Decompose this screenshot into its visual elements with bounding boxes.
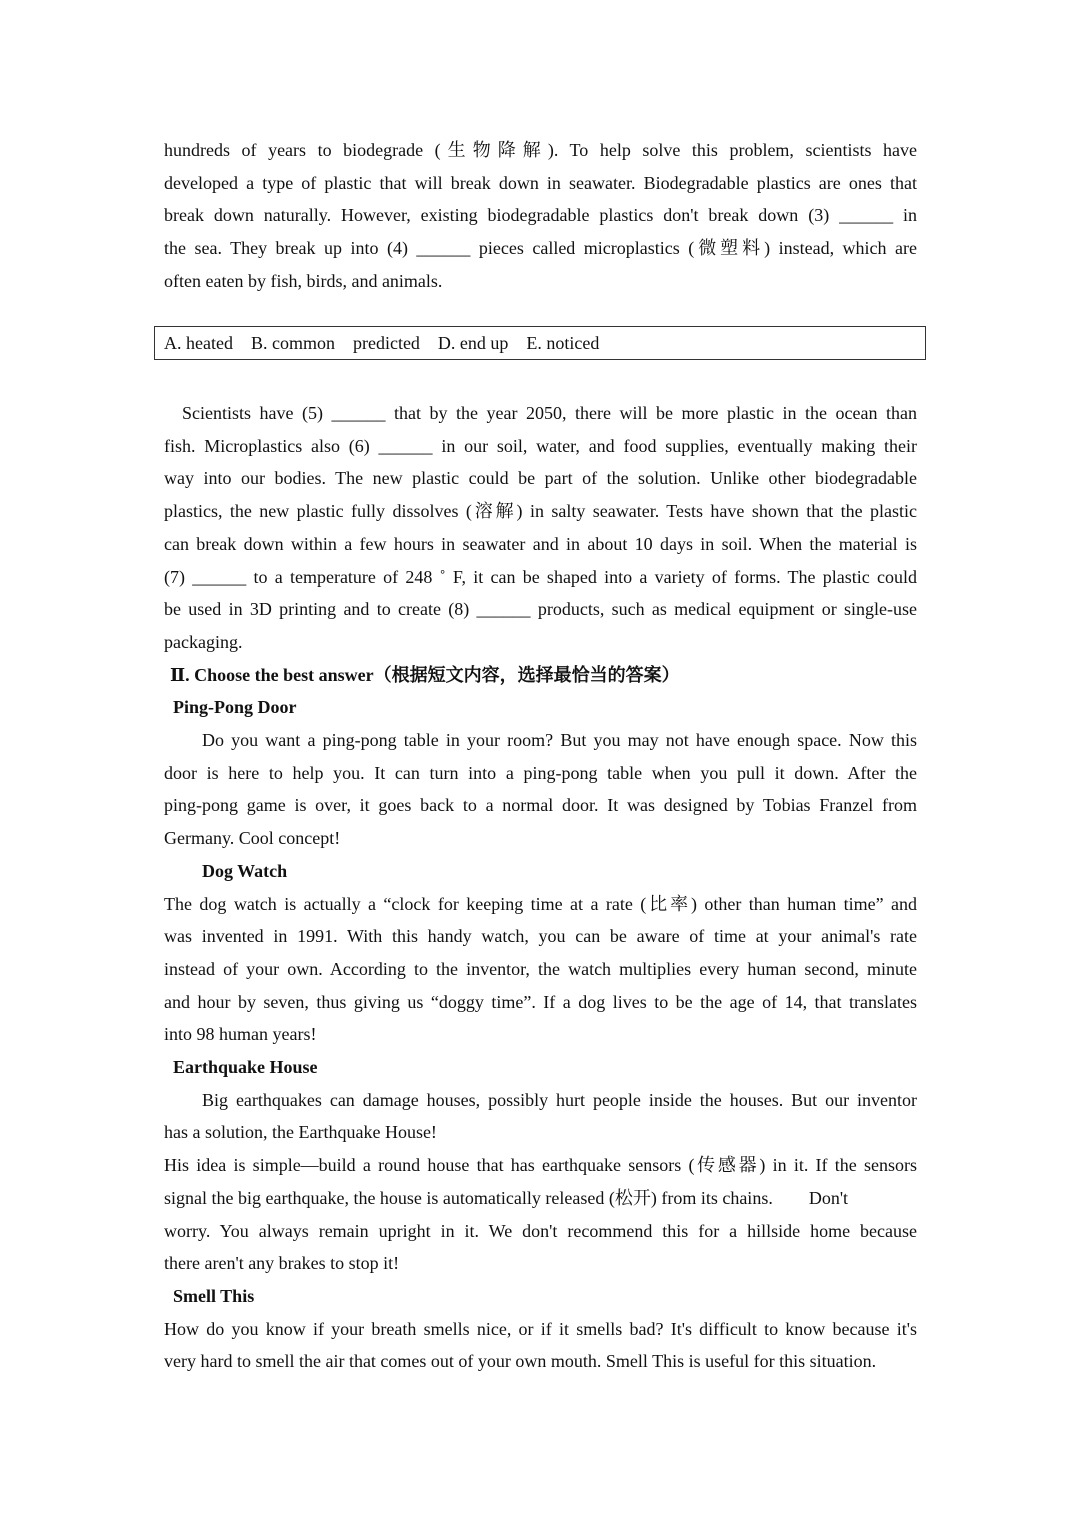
text-line: worry. You always remain upright in it. We don't recommend this for a hillside home because <box>164 1220 917 1241</box>
text-line: Big earthquakes can damage houses, possibly hurt people inside the houses. But our inventor <box>202 1089 917 1110</box>
text-line: plastics, the new plastic fully dissolves (溶解) in salty seawater. Tests have shown that the plastic <box>164 501 917 522</box>
word-bank-box: A. heated B. common predicted D. end up E. noticed <box>154 326 926 360</box>
article-title-earthquake: Earthquake House <box>173 1057 318 1078</box>
text-line: (7) ______ to a temperature of 248 ˚ F, it can be shaped into a variety of forms. The plastic could <box>164 566 917 587</box>
text-line: door is here to help you. It can turn into a ping-pong table when you pull it down. After the <box>164 762 917 783</box>
text-line: and hour by seven, thus giving us “doggy time”. If a dog lives to be the age of 14, that translates <box>164 991 917 1012</box>
text-line: hundreds of years to biodegrade (生物降解). To help solve this problem, scientists have <box>164 140 917 160</box>
text-line: was invented in 1991. With this handy watch, you can be aware of time at your animal's rate <box>164 926 917 947</box>
text-line: ping-pong game is over, it goes back to a normal door. It was designed by Tobias Franzel from <box>164 795 917 816</box>
text-line: packaging. <box>164 631 243 652</box>
article-smell-body <box>164 1313 917 1378</box>
text-line: can break down within a few hours in seawater and in about 10 days in soil. When the material is <box>164 533 917 554</box>
text-line: Do you want a ping-pong table in your room? But you may not have enough space. Now this <box>202 730 917 751</box>
article-dogwatch-body <box>164 888 917 1052</box>
article-title-pingpong: Ping-Pong Door <box>173 697 297 718</box>
text-line: Germany. Cool concept! <box>164 828 341 849</box>
text-line: often eaten by fish, birds, and animals. <box>164 270 443 291</box>
text-line: signal the big earthquake, the house is automatically released (松开) from its chains. Don't <box>164 1187 849 1208</box>
text-line: His idea is simple—build a round house that has earthquake sensors (传感器) in it. If the sensors <box>164 1155 917 1176</box>
text-line: be used in 3D printing and to create (8) ______ products, such as medical equipment or single-use <box>164 599 917 620</box>
article-title-smell: Smell This <box>173 1285 255 1306</box>
text-line: has a solution, the Earthquake House! <box>164 1122 437 1143</box>
text-line: developed a type of plastic that will break down in seawater. Biodegradable plastics are ones that <box>164 172 917 193</box>
text-line: there aren't any brakes to stop it! <box>164 1253 400 1274</box>
text-line: How do you know if your breath smells nice, or if it smells bad? It's difficult to know because it's <box>164 1318 917 1339</box>
article-earthquake-body-a <box>164 1084 917 1149</box>
text-line: break down naturally. However, existing biodegradable plastics don't break down (3) ______ in <box>164 205 917 226</box>
text-line: into 98 human years! <box>164 1024 317 1045</box>
text-line: Scientists have (5) ______ that by the year 2050, there will be more plastic in the ocean than <box>182 403 917 423</box>
passage-paragraph-1 <box>164 134 917 298</box>
text-line: the sea. They break up into (4) ______ pieces called microplastics (微塑料) instead, which are <box>164 238 917 259</box>
text-line: way into our bodies. The new plastic could be part of the solution. Unlike other biodegradable <box>164 468 917 489</box>
article-title-dogwatch: Dog Watch <box>202 860 288 881</box>
text-line: very hard to smell the air that comes out of your own mouth. Smell This is useful for this situation. <box>164 1351 877 1372</box>
section-heading: Ⅱ. Choose the best answer（根据短文内容，选择最恰当的答案） <box>170 664 680 685</box>
text-line: The dog watch is actually a “clock for keeping time at a rate (比率) other than human time” and <box>164 893 917 914</box>
article-pingpong-body <box>164 724 917 855</box>
text-line: fish. Microplastics also (6) ______ in our soil, water, and food supplies, eventually making their <box>164 435 917 456</box>
article-earthquake-body-b <box>164 1149 917 1280</box>
passage-paragraph-2 <box>164 397 917 1378</box>
text-line: instead of your own. According to the inventor, the watch multiplies every human second, minute <box>164 958 917 979</box>
